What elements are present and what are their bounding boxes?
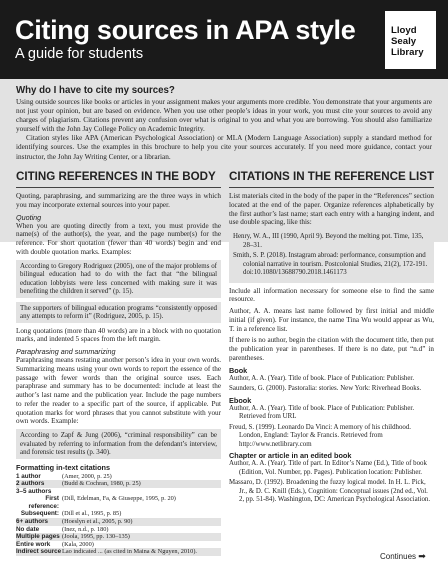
subheading-chapter: Chapter or article in an edited book <box>229 451 352 460</box>
table-row <box>16 541 221 549</box>
continues-link[interactable] <box>380 551 426 562</box>
row-value: (Joola, 1995, pp. 130–135) <box>62 533 221 541</box>
body-text: Author, A. A. means last name followed by first initial and middle initial (if given). For instance, the name Tina Wu would appear as Wu, T. in a reference list. <box>229 307 434 333</box>
example-box: The supporters of bilingual education programs “consistently opposed any attempts to reform it” (Rodriguez, 2005, p. 15). <box>16 302 221 323</box>
reference-entry: Smith, S. P. (2018). Instagram abroad: performance, consumption and colonial narrative in tourism. Postcolonial Studies, 21(2), 172-191. doi:10.1080/13688790.2018.1461173 <box>233 252 428 276</box>
table-row <box>16 488 221 496</box>
body-text: List materials cited in the body of the paper in the “References” section located at the end of the paper. Organize references alphabetically by the first author’s last name; start each entry with a hanging indent, and use double spacing, like this: <box>229 192 434 227</box>
row-value: (Inez, n.d., p. 180) <box>62 525 109 533</box>
row-value: (Hoeslyn et al., 2005, p. 90) <box>62 518 221 526</box>
row-label: 2 authors <box>16 480 62 488</box>
table-row <box>16 473 221 481</box>
right-column <box>229 170 434 542</box>
reference-example-box <box>229 230 434 283</box>
logo-line: Library <box>391 47 424 58</box>
body-text: Include all information necessary for someone else to find the same resource. <box>229 286 434 304</box>
intro-paragraph: Using outside sources like books or articles in your assignment makes your arguments more credible. You demonstrate that your arguments are not just your opinion, but are based on evidence. When you use other people’s ideas in your work, you must cite your sources to avoid any charges of plagiarism. Citations prevent any confusion over what is original to you and what you are borrowing. You should also familiarize yourself with the John Jay College Policy on Academic Integrity. <box>16 98 432 134</box>
row-label: 3–5 authors <box>16 487 52 495</box>
in-text-citation-table <box>16 473 221 557</box>
row-value: (Amer, 2000, p. 25) <box>62 472 112 480</box>
row-label: Subsequent: <box>20 510 59 518</box>
library-logo <box>385 11 436 69</box>
subheading-quoting: Quoting <box>16 212 42 222</box>
table-row <box>16 480 221 488</box>
reference-example: Freud, S. (1999). Leonardo Da Vinci: A memory of his childhood. London, England: Taylor & Francis. Retrieved from http://www.netlibrary.com <box>229 423 412 448</box>
body-text: Long quotations (more than 40 words) are in a block with no quotation marks, and indented 5 spaces from the left margin. <box>16 326 221 344</box>
row-label: No date <box>16 525 40 533</box>
body-text: If there is no author, begin the citation with the document title, then put the publication year in parentheses. If there is no date, put “n.d” in parentheses. <box>229 336 434 362</box>
row-value: (Dill et al., 1995, p. 85) <box>62 510 122 518</box>
row-label: Entire work <box>16 540 51 548</box>
table-row <box>16 533 221 541</box>
row-value: (Dill, Edelman, Fa, & Giuseppe, 1995, p. 20) <box>62 495 176 503</box>
table-row <box>16 548 221 556</box>
example-box: According to Gregory Rodriguez (2005), one of the major problems of bilingual education had to do with the fact that “the bilingual education lobbyists were less concerned with making sure it was benefiting the children it served” (p. 15). <box>16 260 221 298</box>
subheading-ebook: Ebook <box>229 395 252 405</box>
reference-example: Saunders, G. (2000). Pastoralia: stories. New York: Riverhead Books. <box>229 385 422 392</box>
logo-line: Sealy <box>391 36 417 47</box>
row-value <box>62 488 221 496</box>
logo-line: Lloyd <box>391 25 417 36</box>
format-template: Author, A. A. (Year). Title of part. In Editor’s Name (Ed.), Title of book (Edition, Vol. Number, pp. Pages). Publication location: Publisher. <box>229 460 427 476</box>
subheading-book: Book <box>229 365 248 375</box>
page-subtitle: A guide for students <box>15 46 144 62</box>
reference-entry: Henry, W. A., III (1990, April 9). Beyond the melting pot. Time, 135, 28–31. <box>233 233 424 249</box>
body-text: Quoting, paraphrasing, and summarizing are the three ways in which you may incorporate external sources into your paper. <box>16 192 221 209</box>
row-label: Indirect source <box>16 548 62 556</box>
section-heading: CITATIONS IN THE REFERENCE LIST <box>229 170 434 188</box>
body-text: Paraphrasing means restating another person’s idea in your own words. Summarizing means using your own words to report the essence of the passage with fewer words than the original source uses. Each paraphrase and summary has to be documented: include at least the author’s last name and the publication year. Include the page numbers to refer the reader to a specific part of the source, if applicable. Put quotation marks for word phrases that you cannot substitute with your own words. Example: <box>16 356 221 426</box>
section-heading: CITING REFERENCES IN THE BODY <box>16 170 221 188</box>
table-row <box>16 518 221 526</box>
row-value: (Kala, 2000) <box>62 540 94 548</box>
row-value: (Budd & Cochran, 1980, p. 25) <box>62 480 221 488</box>
continues-label: Continues <box>380 552 417 561</box>
reference-example: Massaro, D. (1992). Broadening the fuzzy logical model. In H. L. Pick, Jr., & D. C. Knill (Eds.), Cognition: Conceptual issues (2nd ed., Vol. 2, pp. 51-84). Washington, DC: American Psychological Association. <box>229 479 431 503</box>
header-banner <box>0 0 448 79</box>
left-column <box>16 170 221 556</box>
arrow-right-icon: ➡ <box>418 551 426 561</box>
format-template: Author, A. A. (Year). Title of book. Place of Publication: Publisher. Retrieved from URL <box>229 404 415 420</box>
row-label: First reference: <box>28 495 59 510</box>
row-label: Multiple pages <box>16 533 62 541</box>
intro-paragraph: Citation styles like APA (American Psychological Association) or MLA (Modern Language Association) supply a standard method for identifying sources. Use the examples in this brochure to help you cite your sources accurately. If you need more guidance, contact your instructor, the John Jay Writing Center, or a librarian. <box>16 134 432 161</box>
row-label: 6+ authors <box>16 518 62 526</box>
subheading-formatting: Formatting in-text citations <box>16 462 111 472</box>
table-row <box>16 510 221 518</box>
example-box: According to Zapf & Jung (2006), “criminal responsibility” can be evaluated by referring to information from the defendant’s interview, and forensic test results (p. 340). <box>16 429 221 459</box>
format-template: Author, A. A. (Year). Title of book. Place of Publication: Publisher. <box>229 374 415 382</box>
intro-heading: Why do I have to cite my sources? <box>16 85 175 96</box>
row-label: 1 author <box>16 472 41 480</box>
row-value: Lao indicated ... (as cited in Maina & Nguyen, 2010). <box>62 548 221 556</box>
table-row <box>16 526 221 534</box>
body-text: When you are quoting directly from a text, you must provide the name(s) of the author(s), the year, and the page number(s) for the reference. For short quotation (fewer than 40 words) begin and end with double quotation marks. Examples: <box>16 221 221 256</box>
table-row <box>16 495 221 510</box>
subheading-paraphrasing: Paraphrasing and summarizing <box>16 347 116 356</box>
page-title: Citing sources in APA style <box>15 15 356 45</box>
